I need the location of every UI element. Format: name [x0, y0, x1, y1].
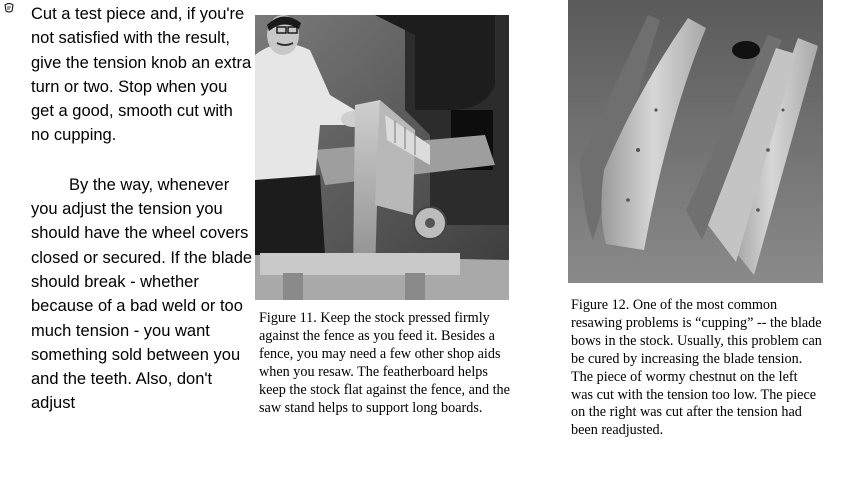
cupped-boards-photo-image [568, 0, 823, 283]
figure-12-caption: Figure 12. One of the most common resawing problems is “cupping” -- the blade bows in the stock. Usually, this problem can be cured by increasing the blade tension. The piece of wormy chestnut on the left was cut with the tension too low. The piece on the right was cut after the tension had been readjusted. [571, 297, 822, 439]
bandsaw-photo-image [255, 15, 509, 300]
figure-11-caption: Figure 11. Keep the stock pressed firmly against the fence as you feed it. Besides a fence, you may need a few other shop aids when you resaw. The featherboard helps keep the stock flat against the fence, and the saw stand helps to support long boards. [259, 310, 510, 416]
figure-12-photo [568, 0, 823, 283]
article-paragraph-1: Cut a test piece and, if you're not satisfied with the result, give the tension knob an extra turn or two. Stop when you get a good, smooth cut with no cupping. [31, 5, 252, 145]
article-paragraph-2: By the way, whenever you adjust the tension you should have the wheel covers closed or secured. If the blade should break - whether because of a bad weld or too much tension - you want something sold between you and the teeth. Also, don't adjust [31, 175, 253, 413]
corner-scroll-icon [3, 2, 15, 14]
figure-11-photo [255, 15, 509, 300]
article-text [31, 2, 253, 416]
